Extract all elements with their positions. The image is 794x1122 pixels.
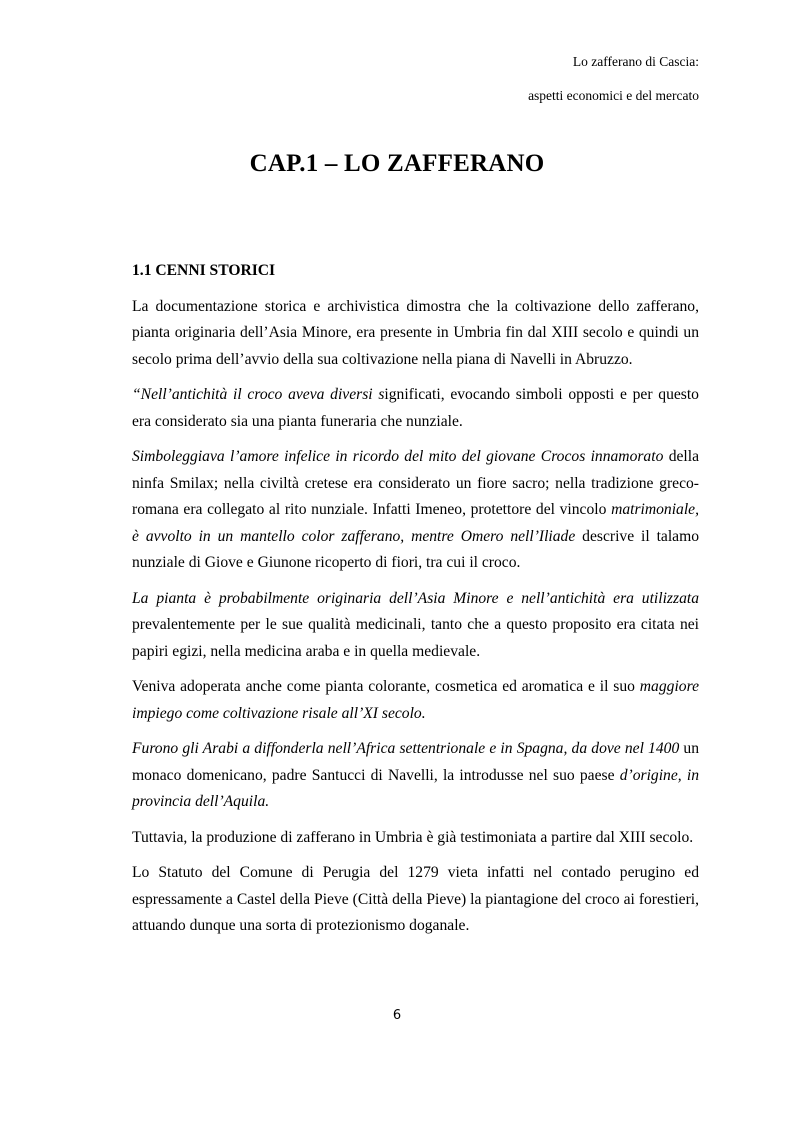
running-header (528, 45, 699, 113)
text-span: prevalentemente per le sue qualità medicinali, tanto che a questo proposito era citata nei papiri egizi, nella medicina araba e in quella medievale. (132, 616, 699, 660)
italic-span: Simboleggiava l’amore infelice in ricordo del mito del giovane Crocos innamorato (132, 448, 664, 465)
text-span: un monaco domenicano, padre Santucci di Navelli, la introdusse nel suo paese (132, 740, 699, 784)
paragraph-8: Lo Statuto del Comune di Perugia del 1279 vieta infatti nel contado perugino ed espressamente a Castel della Pieve (Città della Pieve) la piantagione del croco ai forestieri, attuando dunque una sorta di protezionismo doganale. (132, 864, 699, 934)
paragraph-5 (132, 674, 699, 727)
italic-span: Furono gli Arabi a diffonderla nell’Africa settentrionale e in Spagna, da dove nel 1400 (132, 740, 680, 757)
italic-span: d’origine, in provincia dell’Aquila. (132, 766, 699, 810)
italic-span: La pianta è probabilmente originaria dell’Asia Minore e nell’antichità era utilizzata (132, 589, 699, 607)
paragraph-7: Tuttavia, la produzione di zafferano in Umbria è già testimoniata a partire dal XIII secolo. (132, 828, 694, 846)
text-span: Veniva adoperata anche come pianta colorante, cosmetica ed aromatica e il suo (132, 678, 640, 695)
italic-span: matrimoniale, è avvolto in un mantello color zafferano, mentre Omero nell’Iliade (132, 501, 699, 545)
section-heading: 1.1 CENNI STORICI (132, 262, 276, 279)
paragraph-2 (132, 382, 699, 435)
header-title-line: Lo zafferano di Cascia: (572, 54, 699, 69)
text-span: della ninfa Smilax; nella civiltà cretese era considerato un fiore sacro; nella tradizione greco-romana era collegato al rito nunziale. Infatti Imeneo, protettore del vincolo (132, 448, 700, 518)
body-content (132, 258, 699, 949)
paragraph-4 (132, 586, 699, 666)
text-span: descrive il talamo nunziale di Giove e Giunone ricoperto di fiori, tra cui il croco. (132, 527, 700, 571)
page-number: 6 (392, 1008, 402, 1023)
paragraph-3 (132, 444, 699, 577)
header-subtitle-line: aspetti economici e del mercato (528, 88, 699, 103)
text-span: ignificati, evocando simboli opposti e per questo era considerato sia una pianta funeraria che nunziale. (132, 386, 699, 430)
italic-span: maggiore impiego come coltivazione risale all’XI secolo. (132, 678, 699, 722)
italic-span: “Nell’antichità il croco aveva diversi s (132, 386, 385, 403)
paragraph-1: La documentazione storica e archivistica dimostra che la coltivazione dello zafferano, pianta originaria dell’Asia Minore, era presente in Umbria fin dal XIII secolo e quindi un secolo prima dell’avvio della sua coltivazione nella piana di Navelli in Abruzzo. (132, 297, 699, 368)
paragraph-6 (132, 736, 699, 816)
chapter-title: CAP.1 – LO ZAFFERANO (249, 150, 545, 177)
